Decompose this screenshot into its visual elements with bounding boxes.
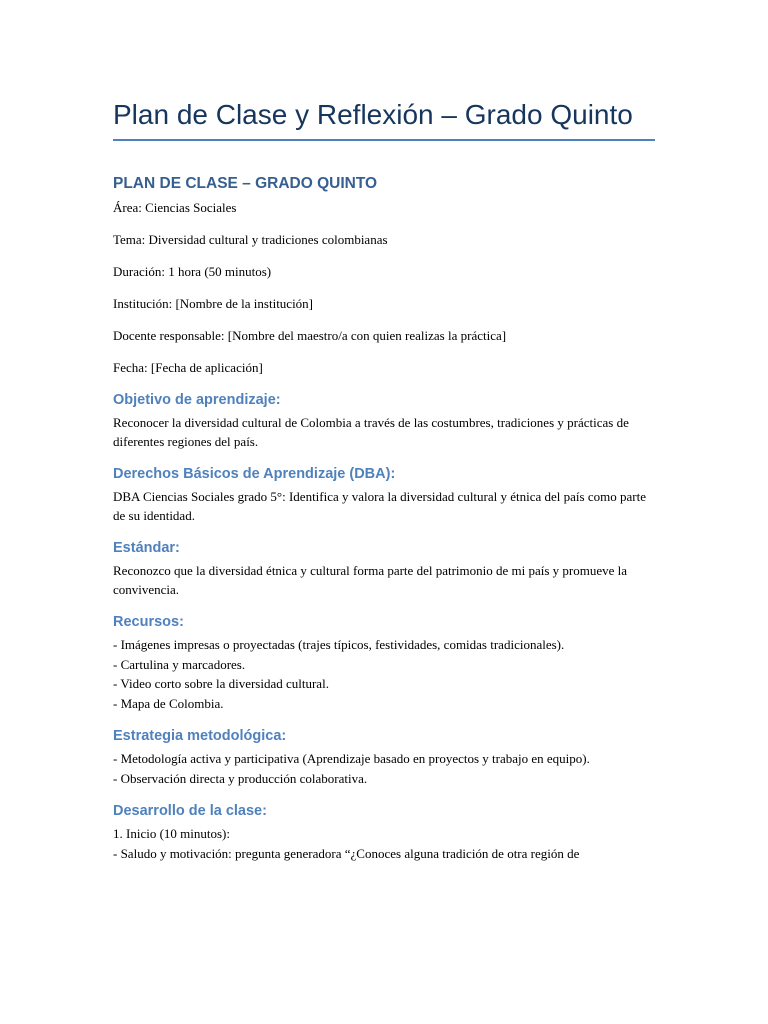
list-item: - Imágenes impresas o proyectadas (trajes típicos, festividades, comidas tradicionales). [113,637,565,652]
field-institucion: Institución: [Nombre de la institución] [113,296,314,311]
list-item: - Saludo y motivación: pregunta generadora “¿Conoces alguna tradición de otra región de [113,845,580,861]
estrategia-list [113,749,655,788]
recursos-list [113,635,655,713]
field-fecha: Fecha: [Fecha de aplicación] [113,360,263,375]
document-title: Plan de Clase y Reflexión – Grado Quinto [113,99,633,130]
field-area: Área: Ciencias Sociales [113,200,237,215]
dba-heading: Derechos Básicos de Aprendizaje (DBA): [113,466,396,482]
list-item: - Mapa de Colombia. [113,695,224,711]
list-item: - Video corto sobre la diversidad cultural. [113,676,329,691]
dba-text: DBA Ciencias Sociales grado 5°: Identifica y valora la diversidad cultural y étnica del país como parte de su identidad. [113,489,646,523]
objetivo-text: Reconocer la diversidad cultural de Colombia a través de las costumbres, tradiciones y prácticas de diferentes regiones del país. [113,415,629,449]
list-item: 1. Inicio (10 minutos): [113,826,230,841]
field-duracion: Duración: 1 hora (50 minutos) [113,264,272,279]
section-heading: PLAN DE CLASE – GRADO QUINTO [113,175,378,192]
list-item: - Cartulina y marcadores. [113,656,246,672]
list-item: - Observación directa y producción colaborativa. [113,770,368,786]
desarrollo-list [113,824,655,863]
desarrollo-heading: Desarrollo de la clase: [113,803,267,819]
objetivo-heading: Objetivo de aprendizaje: [113,392,281,408]
recursos-heading: Recursos: [113,614,184,630]
title-divider [113,139,655,141]
estandar-heading: Estándar: [113,540,180,556]
list-item: - Metodología activa y participativa (Aprendizaje basado en proyectos y trabajo en equipo). [113,751,590,766]
field-docente: Docente responsable: [Nombre del maestro/a con quien realizas la práctica] [113,328,507,343]
field-tema: Tema: Diversidad cultural y tradiciones colombianas [113,232,388,247]
document-page [113,0,655,863]
estandar-text: Reconozco que la diversidad étnica y cultural forma parte del patrimonio de mi país y promueve la convivencia. [113,563,628,597]
estrategia-heading: Estrategia metodológica: [113,728,287,744]
